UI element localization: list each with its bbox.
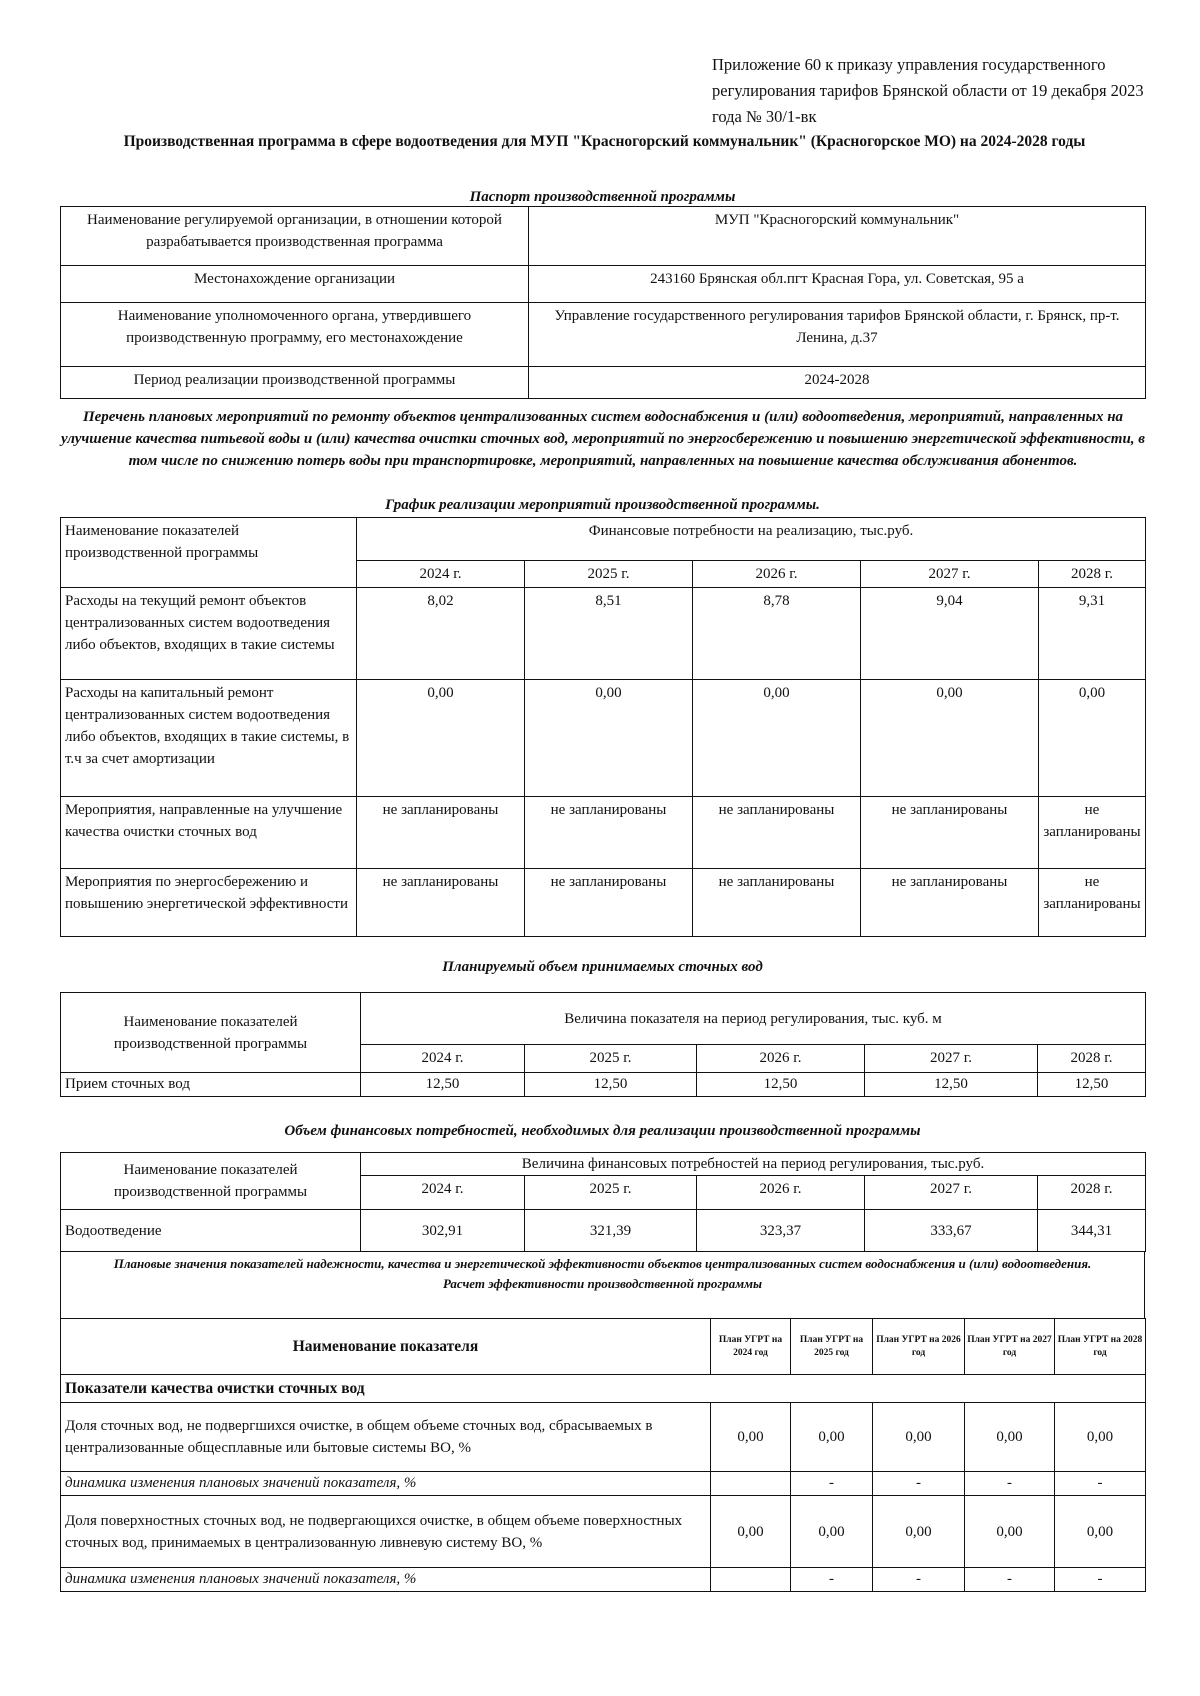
measures-cell: 9,31 (1039, 588, 1146, 680)
measures-row-name: Расходы на текущий ремонт объектов централизованных систем водоотведения либо объектов, входящих в такие системы (61, 588, 357, 680)
indicator-cell: - (965, 1568, 1055, 1592)
indicator-cell: 0,00 (873, 1403, 965, 1472)
indicator-cell: - (965, 1472, 1055, 1496)
measures-year-2026: 2026 г. (693, 561, 861, 588)
indicator-cell (711, 1472, 791, 1496)
volume-col-group: Величина показателя на период регулирования, тыс. куб. м (361, 993, 1146, 1045)
passport-value-location: 243160 Брянская обл.пгт Красная Гора, ул. Советская, 95 а (529, 266, 1146, 303)
passport-table (60, 206, 1146, 399)
indicator-cell: 0,00 (791, 1496, 873, 1568)
measures-intro: Перечень плановых мероприятий по ремонту объектов централизованных систем водоснабжения и (или) водоотведения, мероприятий, направленных на улучшение качества питьевой воды и (или) качества очистки сточных вод, мероприятий по энергосбережению и повышению энергетической эффективности, в том числе по снижению потерь воды при транспортировке, мероприятий, направленных на повышение качества обслуживания абонентов. (60, 409, 1146, 469)
header-note: Приложение 60 к приказу управления государственного регулирования тарифов Брянской области от 19 декабря 2023 года № 30/1-вк (712, 55, 1144, 126)
volume-cell: 12,50 (865, 1073, 1038, 1097)
indicator-name: Доля сточных вод, не подвергшихся очистке, в общем объеме сточных вод, сбрасываемых в централизованные общесплавные или бытовые системы ВО, % (61, 1403, 711, 1472)
passport-label-location: Местонахождение организации (61, 266, 529, 303)
measures-cell: 0,00 (861, 680, 1039, 797)
finance-cell: 344,31 (1038, 1210, 1146, 1252)
volume-year-2027: 2027 г. (865, 1045, 1038, 1073)
table-row (61, 1403, 1146, 1472)
volume-year-2028: 2028 г. (1038, 1045, 1146, 1073)
finance-year-2026: 2026 г. (697, 1176, 865, 1210)
indicator-cell (711, 1568, 791, 1592)
measures-year-2025: 2025 г. (525, 561, 693, 588)
finance-cell: 333,67 (865, 1210, 1038, 1252)
measures-cell: 0,00 (525, 680, 693, 797)
plan-col-2026: План УГРТ на 2026 год (873, 1319, 965, 1375)
table-row (61, 588, 1146, 680)
volume-cell: 12,50 (697, 1073, 865, 1097)
plan-col-2024: План УГРТ на 2024 год (711, 1319, 791, 1375)
indicator-cell: 0,00 (1055, 1403, 1146, 1472)
table-row (61, 1210, 1146, 1252)
table-row (61, 1496, 1146, 1568)
measures-table (60, 517, 1146, 937)
plan-col-2025: План УГРТ на 2025 год (791, 1319, 873, 1375)
measures-cell: не запланированы (693, 869, 861, 937)
measures-cell: 0,00 (357, 680, 525, 797)
finance-row-name: Водоотведение (61, 1210, 361, 1252)
indicator-cell: 0,00 (711, 1403, 791, 1472)
passport-label-authority: Наименование уполномоченного органа, утвердившего производственную программу, его местонахождение (61, 303, 529, 367)
finance-table (60, 1152, 1146, 1252)
indicator-cell: - (791, 1472, 873, 1496)
measures-row-name: Мероприятия, направленные на улучшение качества очистки сточных вод (61, 797, 357, 869)
indicator-cell: 0,00 (965, 1496, 1055, 1568)
measures-cell: 9,04 (861, 588, 1039, 680)
indicator-dynamics: динамика изменения плановых значений показателя, % (61, 1568, 711, 1592)
indicator-cell: 0,00 (965, 1403, 1055, 1472)
measures-cell: не запланированы (525, 869, 693, 937)
finance-year-2025: 2025 г. (525, 1176, 697, 1210)
table-row (61, 1073, 1146, 1097)
table-row (61, 1568, 1146, 1592)
finance-year-2028: 2028 г. (1038, 1176, 1146, 1210)
table-row (61, 797, 1146, 869)
finance-year-2027: 2027 г. (865, 1176, 1038, 1210)
volume-year-2026: 2026 г. (697, 1045, 865, 1073)
plan-col-2028: План УГРТ на 2028 год (1055, 1319, 1146, 1375)
indicator-cell: 0,00 (791, 1403, 873, 1472)
volume-table (60, 992, 1146, 1097)
indicators-table (60, 1318, 1146, 1592)
passport-label-period: Период реализации производственной программы (61, 367, 529, 399)
measures-year-2024: 2024 г. (357, 561, 525, 588)
schedule-title: График реализации мероприятий производственной программы. (385, 497, 820, 513)
indicator-cell: - (873, 1568, 965, 1592)
finance-cell: 323,37 (697, 1210, 865, 1252)
measures-cell: не запланированы (1039, 797, 1146, 869)
measures-cell: не запланированы (357, 797, 525, 869)
measures-cell: 0,00 (1039, 680, 1146, 797)
measures-cell: 8,51 (525, 588, 693, 680)
indicator-cell: 0,00 (873, 1496, 965, 1568)
finance-col-name: Наименование показателей производственной программы (61, 1153, 361, 1210)
finance-cell: 321,39 (525, 1210, 697, 1252)
table-row (61, 869, 1146, 937)
indicators-col-name: Наименование показателя (61, 1319, 711, 1375)
passport-label-org: Наименование регулируемой организации, в отношении которой разрабатывается производственная программа (61, 207, 529, 266)
measures-col-name: Наименование показателей производственной программы (61, 518, 357, 588)
indicators-title: Плановые значения показателей надежности, качества и энергетической эффективности объектов централизованных систем водоснабжения и (или) водоотведения. (113, 1256, 1092, 1271)
measures-cell: 8,78 (693, 588, 861, 680)
volume-title: Планируемый объем принимаемых сточных вод (442, 959, 763, 975)
measures-year-2027: 2027 г. (861, 561, 1039, 588)
volume-cell: 12,50 (1038, 1073, 1146, 1097)
measures-col-group: Финансовые потребности на реализацию, тыс.руб. (357, 518, 1146, 561)
volume-row-name: Прием сточных вод (61, 1073, 361, 1097)
measures-year-2028: 2028 г. (1039, 561, 1146, 588)
measures-row-name: Мероприятия по энергосбережению и повышению энергетической эффективности (61, 869, 357, 937)
plan-col-2027: План УГРТ на 2027 год (965, 1319, 1055, 1375)
table-row (61, 1472, 1146, 1496)
indicator-cell: 0,00 (711, 1496, 791, 1568)
passport-value-period: 2024-2028 (529, 367, 1146, 399)
volume-year-2025: 2025 г. (525, 1045, 697, 1073)
indicators-group: Показатели качества очистки сточных вод (61, 1375, 1146, 1403)
measures-cell: не запланированы (1039, 869, 1146, 937)
volume-col-name: Наименование показателей производственной программы (61, 993, 361, 1073)
finance-cell: 302,91 (361, 1210, 525, 1252)
finance-year-2024: 2024 г. (361, 1176, 525, 1210)
indicator-cell: - (873, 1472, 965, 1496)
measures-cell: не запланированы (861, 797, 1039, 869)
finance-title: Объем финансовых потребностей, необходимых для реализации производственной программы (284, 1123, 921, 1139)
volume-cell: 12,50 (361, 1073, 525, 1097)
measures-row-name: Расходы на капитальный ремонт централизованных систем водоотведения либо объектов, входящих в такие системы, в т.ч за счет амортизации (61, 680, 357, 797)
indicator-dynamics: динамика изменения плановых значений показателя, % (61, 1472, 711, 1496)
passport-title: Паспорт производственной программы (469, 189, 736, 205)
measures-cell: не запланированы (693, 797, 861, 869)
indicators-heading-box (60, 1252, 1145, 1318)
volume-cell: 12,50 (525, 1073, 697, 1097)
indicator-cell: - (1055, 1472, 1146, 1496)
document-title: Производственная программа в сфере водоотведения для МУП "Красногорский коммунальник" (Красногорское МО) на 2024-2028 годы (123, 133, 1086, 150)
measures-cell: 8,02 (357, 588, 525, 680)
passport-value-authority: Управление государственного регулирования тарифов Брянской области, г. Брянск, пр-т. Ленина, д.37 (529, 303, 1146, 367)
indicator-name: Доля поверхностных сточных вод, не подвергающихся очистке, в общем объеме поверхностных сточных вод, принимаемых в централизованную ливневую систему ВО, % (61, 1496, 711, 1568)
table-row (61, 680, 1146, 797)
indicator-cell: - (791, 1568, 873, 1592)
measures-cell: не запланированы (861, 869, 1039, 937)
measures-cell: не запланированы (525, 797, 693, 869)
volume-year-2024: 2024 г. (361, 1045, 525, 1073)
finance-col-group: Величина финансовых потребностей на период регулирования, тыс.руб. (361, 1153, 1146, 1176)
indicators-subtitle: Расчет эффективности производственной программы (442, 1276, 763, 1291)
measures-cell: 0,00 (693, 680, 861, 797)
passport-value-org: МУП "Красногорский коммунальник" (529, 207, 1146, 266)
indicator-cell: - (1055, 1568, 1146, 1592)
measures-cell: не запланированы (357, 869, 525, 937)
indicator-cell: 0,00 (1055, 1496, 1146, 1568)
